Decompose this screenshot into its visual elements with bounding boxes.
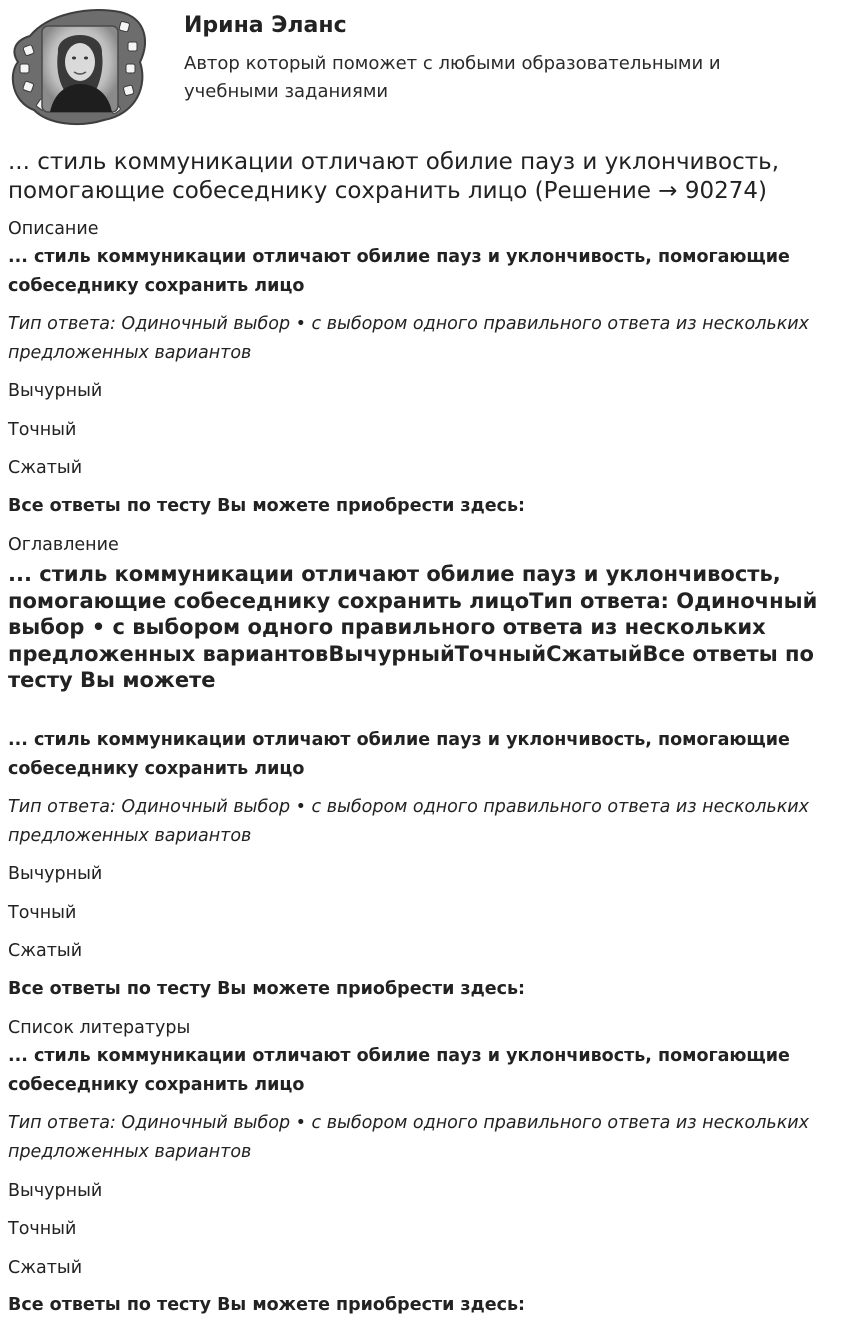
section-label-toc: Оглавление: [8, 535, 119, 555]
question-text: ... стиль коммуникации отличают обилие пауз и уклончивость, помогающие собеседнику сохранить лицо: [8, 730, 790, 779]
answer-type-text: Тип ответа: Одиночный выбор • с выбором одного правильного ответа из нескольких предложенных вариантов: [8, 1113, 810, 1162]
author-avatar[interactable]: [8, 6, 150, 128]
purchase-link-text[interactable]: Все ответы по тесту Вы можете приобрести здесь:: [8, 1295, 526, 1315]
option-item: Сжатый: [8, 458, 83, 478]
avatar-image: [8, 6, 150, 128]
toc-summary: ... стиль коммуникации отличают обилие пауз и уклончивость, помогающие собеседнику сохранить лицоТип ответа: Одиночный выбор • с выбором одного правильного ответа из нескольких предложенных вариантовВычурныйТочныйСжатыйВсе ответы по тесту Вы можете: [8, 562, 818, 692]
page-title: ... стиль коммуникации отличают обилие пауз и уклончивость, помогающие собеседнику сохранить лицо (Решение → 90274): [8, 149, 780, 204]
option-item: Вычурный: [8, 1181, 103, 1201]
author-name[interactable]: Ирина Эланс: [184, 13, 347, 38]
question-text: ... стиль коммуникации отличают обилие пауз и уклончивость, помогающие собеседнику сохранить лицо: [8, 247, 790, 296]
option-item: Точный: [8, 1219, 77, 1239]
section-label-description: Описание: [8, 219, 99, 239]
answer-type-text: Тип ответа: Одиночный выбор • с выбором одного правильного ответа из нескольких предложенных вариантов: [8, 314, 810, 363]
option-item: Точный: [8, 903, 77, 923]
author-card: [0, 0, 847, 140]
answer-type-text: Тип ответа: Одиночный выбор • с выбором одного правильного ответа из нескольких предложенных вариантов: [8, 797, 810, 846]
option-item: Вычурный: [8, 381, 103, 401]
purchase-link-text[interactable]: Все ответы по тесту Вы можете приобрести здесь:: [8, 979, 526, 999]
author-bio: Автор который поможет с любыми образовательными и учебными заданиями: [184, 53, 721, 102]
option-item: Сжатый: [8, 1258, 83, 1278]
option-item: Сжатый: [8, 941, 83, 961]
option-item: Вычурный: [8, 864, 103, 884]
question-text: ... стиль коммуникации отличают обилие пауз и уклончивость, помогающие собеседнику сохранить лицо: [8, 1046, 790, 1095]
option-item: Точный: [8, 420, 77, 440]
section-label-references: Список литературы: [8, 1018, 191, 1038]
purchase-link-text[interactable]: Все ответы по тесту Вы можете приобрести здесь:: [8, 496, 526, 516]
